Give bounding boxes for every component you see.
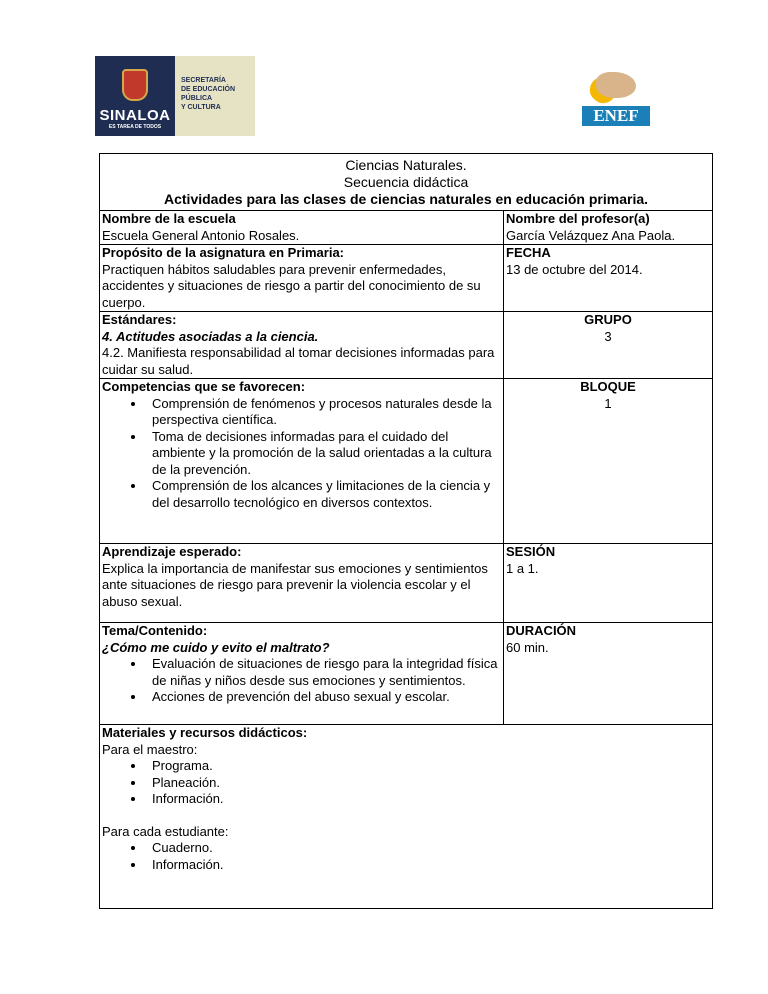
- deer-icon: [596, 72, 636, 98]
- maestro-label: Para el maestro:: [102, 741, 198, 757]
- materiales-label: Materiales y recursos didácticos:: [102, 725, 308, 740]
- duracion-value: 60 min.: [506, 639, 549, 655]
- list-item: • Comprensión de fenómenos y procesos naturales desde la perspectiva científica.: [146, 396, 501, 429]
- title-line1: Ciencias Naturales.: [345, 157, 467, 173]
- tema-subtitle: ¿Cómo me cuido y evito el maltrato?: [102, 639, 330, 655]
- escuela-value: Escuela General Antonio Rosales.: [102, 227, 300, 243]
- estudiante-label: Para cada estudiante:: [102, 823, 229, 839]
- escuela-cell: [100, 211, 504, 245]
- profesor-label: Nombre del profesor(a): [506, 211, 650, 226]
- estandares-cell: [100, 312, 504, 379]
- grupo-cell: [504, 312, 713, 379]
- escuela-label: Nombre de la escuela: [102, 211, 236, 226]
- competencias-cell: [100, 379, 504, 544]
- logo-line: DE EDUCACIÓN: [181, 86, 236, 93]
- bloque-label: BLOQUE: [580, 379, 636, 394]
- tema-label: Tema/Contenido:: [102, 623, 208, 638]
- proposito-value: Practiquen hábitos saludables para prevenir enfermedades, accidentes y situaciones de riesgo a partir del conocimiento de su cuerpo.: [102, 261, 481, 310]
- list-item: • Programa.: [146, 758, 710, 775]
- grupo-value: 3: [604, 328, 612, 344]
- logo-line: PÚBLICA: [181, 95, 213, 102]
- sesion-label: SESIÓN: [506, 544, 556, 559]
- fecha-value: 13 de octubre del 2014.: [506, 261, 643, 277]
- sinaloa-emblem: [95, 56, 175, 136]
- competencias-label: Competencias que se favorecen:: [102, 379, 306, 394]
- duracion-label: DURACIÓN: [506, 623, 577, 638]
- sinaloa-sepyc-logo: [95, 56, 255, 136]
- lesson-plan-table: [99, 153, 713, 909]
- list-item: • Cuaderno.: [146, 840, 710, 857]
- tema-cell: [100, 623, 504, 725]
- logo-brand: SINALOA: [99, 107, 171, 124]
- secretaria-text: [175, 56, 255, 136]
- list-item: • Planeación.: [146, 775, 710, 792]
- estandares-value: 4.2. Manifiesta responsabilidad al tomar decisiones informadas para cuidar su salud.: [102, 345, 495, 377]
- fecha-label: FECHA: [506, 245, 551, 260]
- proposito-label: Propósito de la asignatura en Primaria:: [102, 245, 345, 260]
- document-title: [100, 154, 713, 211]
- sesion-value: 1 a 1.: [506, 560, 539, 576]
- title-line2: Secuencia didáctica: [343, 174, 469, 190]
- bloque-value: 1: [604, 395, 612, 411]
- list-item: • Información.: [146, 857, 710, 874]
- logo-line: SECRETARÍA: [181, 77, 226, 84]
- profesor-value: García Velázquez Ana Paola.: [506, 227, 676, 243]
- estandares-subtitle: 4. Actitudes asociadas a la ciencia.: [102, 328, 319, 344]
- duracion-cell: [504, 623, 713, 725]
- materiales-cell: [100, 725, 713, 909]
- proposito-cell: [100, 245, 504, 312]
- bloque-cell: [504, 379, 713, 544]
- sesion-cell: [504, 544, 713, 623]
- list-item: • Comprensión de los alcances y limitaciones de la ciencia y del desarrollo tecnológico en diversos contextos.: [146, 478, 501, 511]
- list-item: • Información.: [146, 791, 710, 808]
- enef-logo: [578, 66, 654, 130]
- list-item: • Evaluación de situaciones de riesgo para la integridad física de niñas y niños desde sus emociones y sentimientos.: [146, 656, 501, 689]
- enef-label: ENEF: [582, 106, 650, 126]
- list-item: • Acciones de prevención del abuso sexual y escolar.: [146, 689, 501, 706]
- grupo-label: GRUPO: [584, 312, 632, 327]
- profesor-cell: [504, 211, 713, 245]
- list-item: • Toma de decisiones informadas para el cuidado del ambiente y la promoción de la salud orientadas a la cultura de la prevención.: [146, 429, 501, 479]
- title-line3: Actividades para las clases de ciencias naturales en educación primaria.: [164, 191, 649, 207]
- coat-of-arms-icon: [122, 69, 148, 101]
- aprendizaje-cell: [100, 544, 504, 623]
- fecha-cell: [504, 245, 713, 312]
- logo-tagline: ES TAREA DE TODOS: [108, 124, 162, 130]
- logo-line: Y CULTURA: [181, 104, 221, 111]
- aprendizaje-value: Explica la importancia de manifestar sus emociones y sentimientos ante situaciones de riesgo para prevenir la violencia escolar y el abuso sexual.: [102, 560, 488, 609]
- estandares-label: Estándares:: [102, 312, 177, 327]
- aprendizaje-label: Aprendizaje esperado:: [102, 544, 242, 559]
